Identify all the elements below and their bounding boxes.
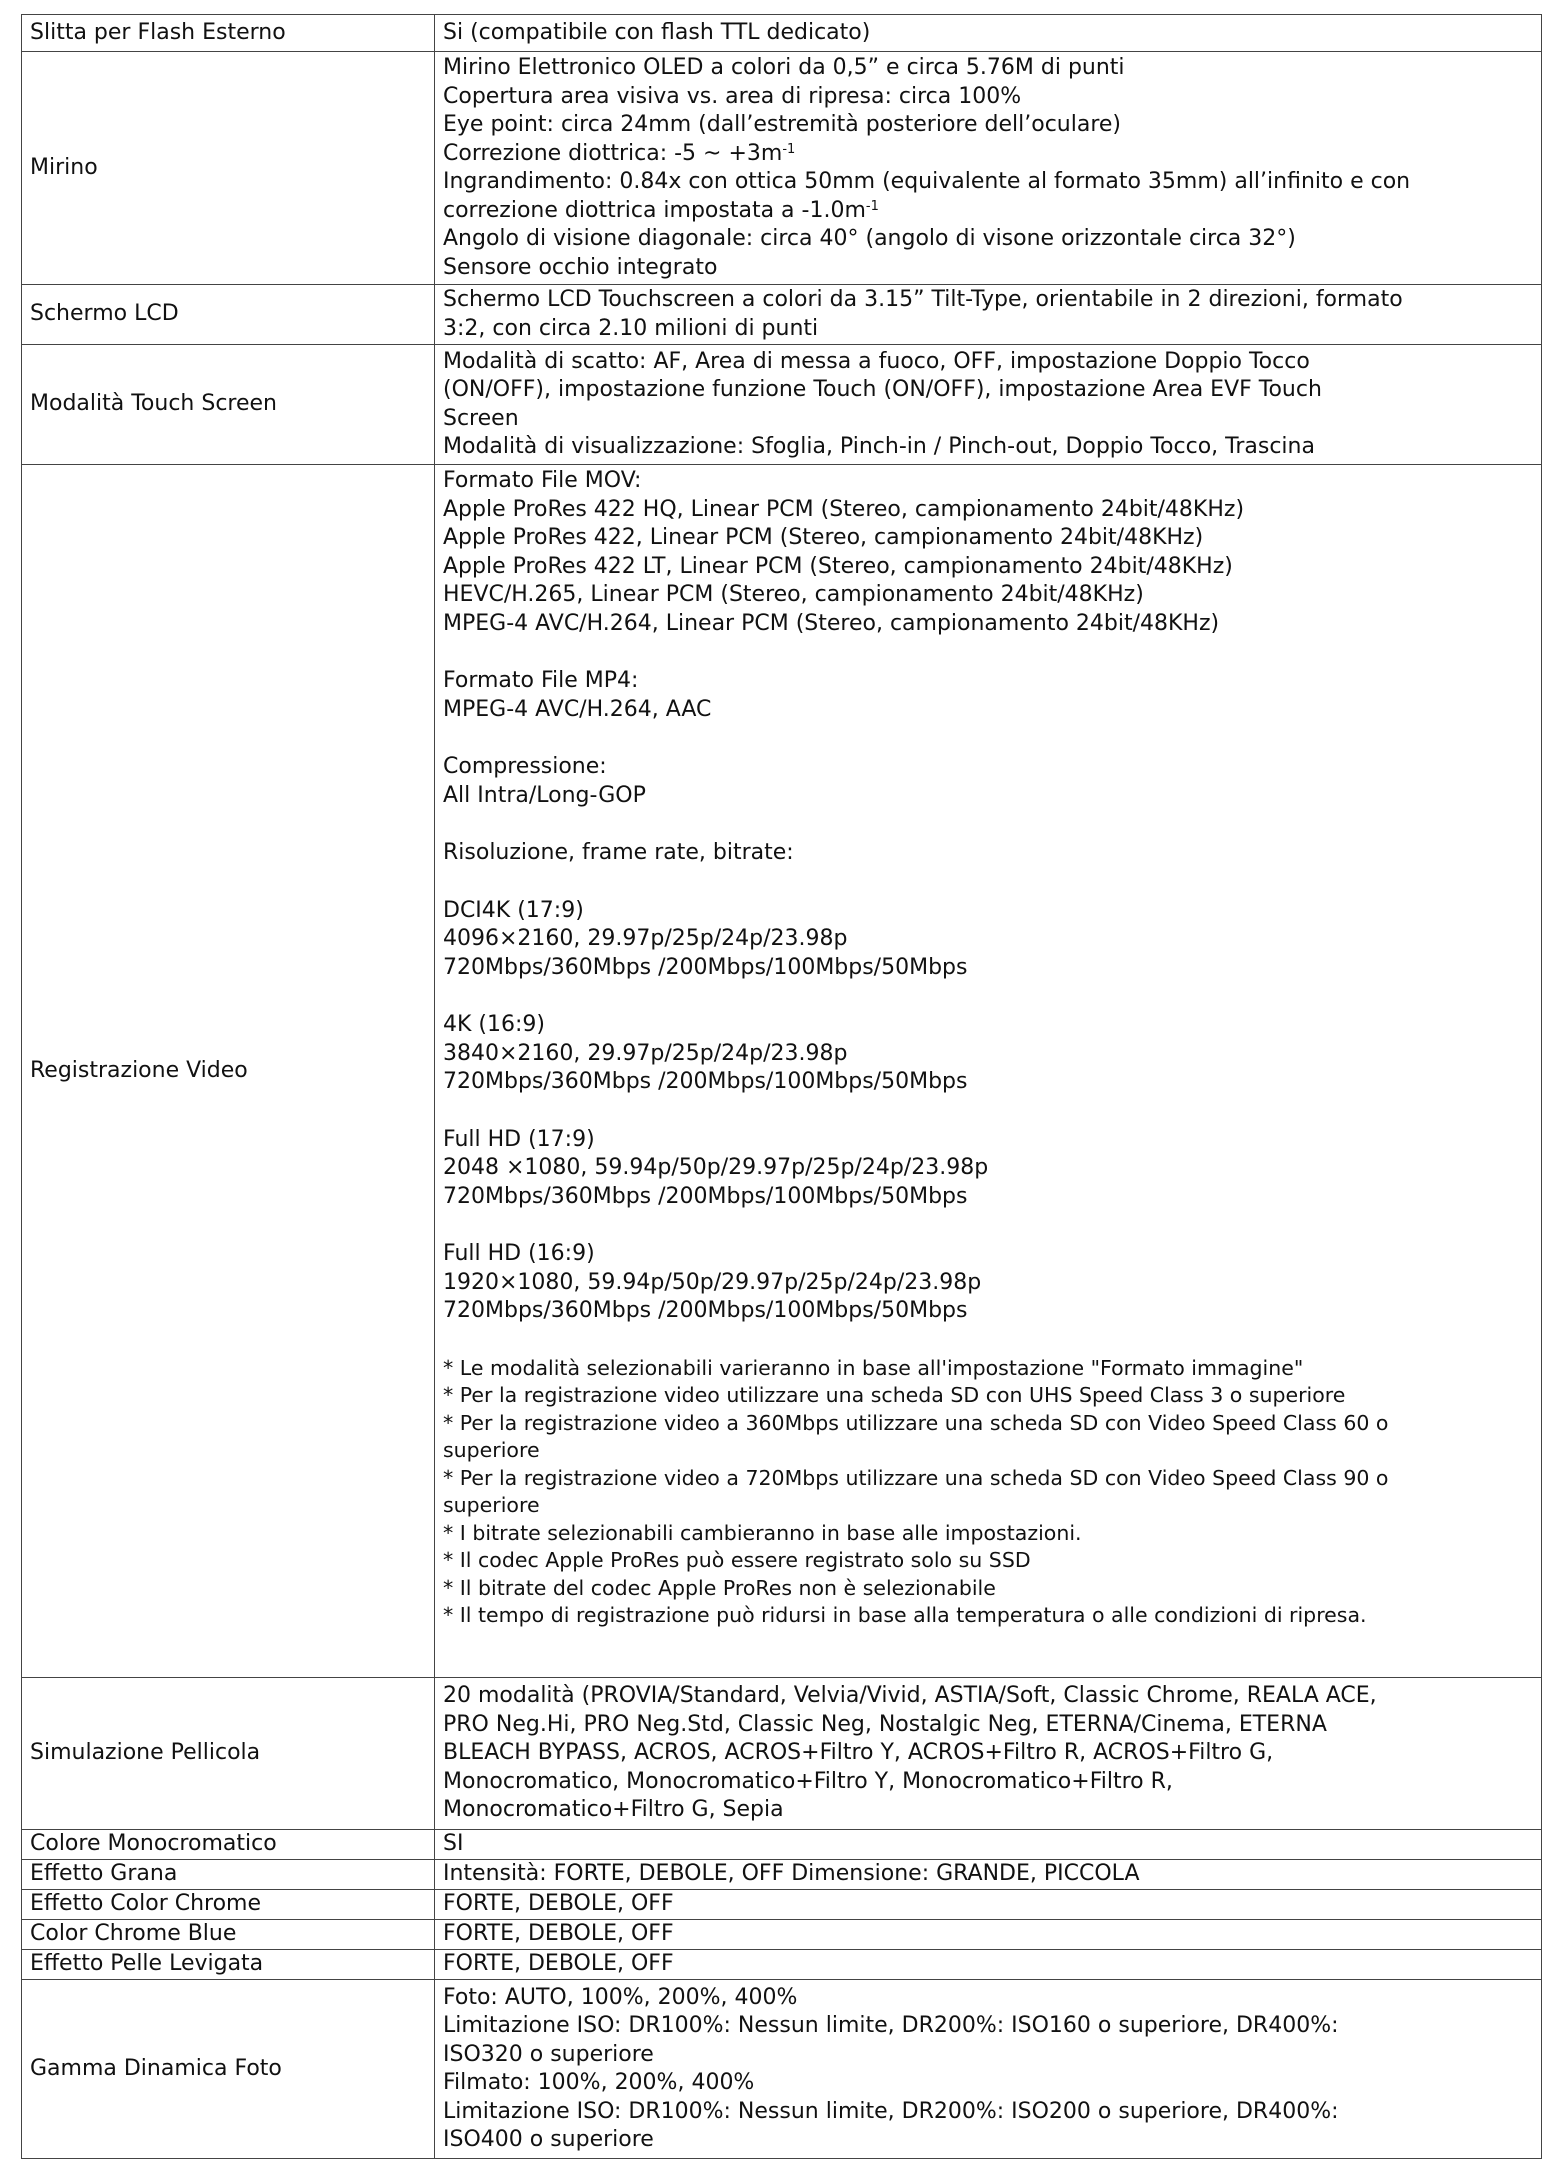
- video-note: * Il codec Apple ProRes può essere registrato solo su SSD: [443, 1548, 1031, 1572]
- spec-value: FORTE, DEBOLE, OFF: [435, 1920, 1542, 1950]
- spec-value: Schermo LCD Touchscreen a colori da 3.15” Tilt-Type, orientabile in 2 direzioni, formato 3:2, con circa 2.10 milioni di punti: [435, 285, 1542, 345]
- spec-label: Effetto Color Chrome: [22, 1890, 435, 1920]
- spec-label: Mirino: [22, 52, 435, 285]
- video-note: * Per la registrazione video a 360Mbps utilizzare una scheda SD con Video Speed Class 60 o: [443, 1410, 1389, 1435]
- spec-row-flash-shoe: [22, 15, 1542, 52]
- spec-row-dynamic-range: [22, 1980, 1542, 2159]
- spec-row-lcd: [22, 285, 1542, 345]
- spec-value: Si (compatibile con flash TTL dedicato): [435, 15, 1542, 52]
- spec-label: Gamma Dinamica Foto: [22, 1980, 435, 2159]
- spec-row-grain: [22, 1860, 1542, 1890]
- spec-value: FORTE, DEBOLE, OFF: [435, 1950, 1542, 1980]
- spec-label: Colore Monocromatico: [22, 1830, 435, 1860]
- spec-value: Modalità di scatto: AF, Area di messa a fuoco, OFF, impostazione Doppio Tocco (ON/OFF), impostazione funzione Touch (ON/OFF), impostazione Area EVF Touch Screen Modalità di visualizzazione: Sfoglia, Pinch-in / Pinch-out, Doppio Tocco, Trascina: [435, 345, 1542, 465]
- spec-label: Effetto Grana: [22, 1860, 435, 1890]
- spec-label: Effetto Pelle Levigata: [22, 1950, 435, 1980]
- spec-row-color-chrome: [22, 1890, 1542, 1920]
- video-note: * Per la registrazione video a 720Mbps utilizzare una scheda SD con Video Speed Class 90 o: [443, 1465, 1389, 1490]
- video-note: * Il tempo di registrazione può ridursi in base alla temperatura o alle condizioni di ripresa.: [443, 1603, 1367, 1627]
- spec-value: 20 modalità (PROVIA/Standard, Velvia/Vivid, ASTIA/Soft, Classic Chrome, REALA ACE, PRO Neg.Hi, PRO Neg.Std, Classic Neg, Nostalgic Neg, ETERNA/Cinema, ETERNA BLEACH BYPASS, ACROS, ACROS+Filtro Y, ACROS+Filtro R, ACROS+Filtro G, Monocromatico, Monocromatico+Filtro Y, Monocromatico+Filtro R, Monocromatico+Filtro G, Sepia: [435, 1678, 1542, 1830]
- spec-value: Formato File MOV: Apple ProRes 422 HQ, Linear PCM (Stereo, campionamento 24bit/48KHz) Apple ProRes 422, Linear PCM (Stereo, campionamento 24bit/48KHz) Apple ProRes 422 LT, Linear PCM (Stereo, campionamento 24bit/48KHz) HEVC/H.265, Linear PCM (Stereo, campionamento 24bit/48KHz) MPEG-4 AVC/H.264, Linear PCM (Stereo, campionamento 24bit/48KHz) Formato File MP4: MPEG-4 AVC/H.264, AAC Compressione: All Intra/Long-GOP Risoluzione, frame rate, bitrate: DCI4K (17:9) 4096×2160, 29.97p/25p/24p/23.98p 720Mbps/360Mbps /200Mbps/100Mbps/50Mbps 4K (16:9) 3840×2160, 29.97p/25p/24p/23.98p 720Mbps/360Mbps /200Mbps/100Mbps/50Mbps Full HD (17:9) 2048 ×1080, 59.94p/50p/29.97p/25p/24p/23.98p 720Mbps/360Mbps /200Mbps/100Mbps/50Mbps Full HD (16:9) 1920×1080, 59.94p/50p/29.97p/25p/24p/23.98p 720Mbps/360Mbps /200Mbps/100Mbps/50Mbps * Le modalità selezionabili varieranno in base all'impostazione "Formato immagine" * Per la registrazione video utilizzare una scheda SD con UHS Speed Class 3 o superiore * Per la registrazione video a 360Mbps utilizzare una scheda SD con Video Speed Class 60 o superiore * Per la registrazione video a 720Mbps utilizzare una scheda SD con Video Speed Class 90 o superiore * I bitrate selezionabili cambieranno in base alle impostazioni. * Il codec Apple ProRes può essere registrato solo su SSD * Il bitrate del codec Apple ProRes non è selezionabile * Il tempo di registrazione può ridursi in base alla temperatura o alle condizioni di ripresa.: [435, 465, 1542, 1678]
- video-note: * Le modalità selezionabili varieranno in base all'impostazione "Formato immagine": [443, 1355, 1304, 1380]
- video-note: * Per la registrazione video utilizzare una scheda SD con UHS Speed Class 3 o superiore: [443, 1383, 1346, 1407]
- video-note: superiore: [443, 1438, 540, 1462]
- spec-row-viewfinder: [22, 52, 1542, 285]
- spec-row-smooth-skin: [22, 1950, 1542, 1980]
- spec-row-monochrome: [22, 1830, 1542, 1860]
- spec-value: Intensità: FORTE, DEBOLE, OFF Dimensione: GRANDE, PICCOLA: [435, 1860, 1542, 1890]
- spec-value: Foto: AUTO, 100%, 200%, 400% Limitazione ISO: DR100%: Nessun limite, DR200%: ISO160 o superiore, DR400%: ISO320 o superiore Filmato: 100%, 200%, 400% Limitazione ISO: DR100%: Nessun limite, DR200%: ISO200 o superiore, DR400%: ISO400 o superiore: [435, 1980, 1542, 2159]
- spec-table: [21, 14, 1542, 2159]
- spec-row-film-simulation: [22, 1678, 1542, 1830]
- spec-label: Color Chrome Blue: [22, 1920, 435, 1950]
- spec-label: Registrazione Video: [22, 465, 435, 1678]
- spec-value: SI: [435, 1830, 1542, 1860]
- spec-label: Slitta per Flash Esterno: [22, 15, 435, 52]
- video-note: * Il bitrate del codec Apple ProRes non è selezionabile: [443, 1575, 996, 1600]
- spec-row-touch-screen: [22, 345, 1542, 465]
- spec-value: FORTE, DEBOLE, OFF: [435, 1890, 1542, 1920]
- spec-label: Simulazione Pellicola: [22, 1678, 435, 1830]
- spec-row-video-recording: [22, 465, 1542, 1678]
- spec-row-color-chrome-blue: [22, 1920, 1542, 1950]
- spec-label: Schermo LCD: [22, 285, 435, 345]
- spec-value: Mirino Elettronico OLED a colori da 0,5” e circa 5.76M di punti Copertura area visiva vs. area di ripresa: circa 100% Eye point: circa 24mm (dall’estremità posteriore dell’oculare) Correzione diottrica: -5 ~ $+3m^{-1}$ Ingrandimento: 0.84x con ottica 50mm (equivalente al formato 35mm) all’infinito e con correzione diottrica impostata a $-1.0m^{-1}$ Angolo di visione diagonale: circa 40° (angolo di visone orizzontale circa 32°) Sensore occhio integrato: [435, 52, 1542, 285]
- video-note: * I bitrate selezionabili cambieranno in base alle impostazioni.: [443, 1520, 1082, 1545]
- spec-label: Modalità Touch Screen: [22, 345, 435, 465]
- video-note: superiore: [443, 1493, 540, 1517]
